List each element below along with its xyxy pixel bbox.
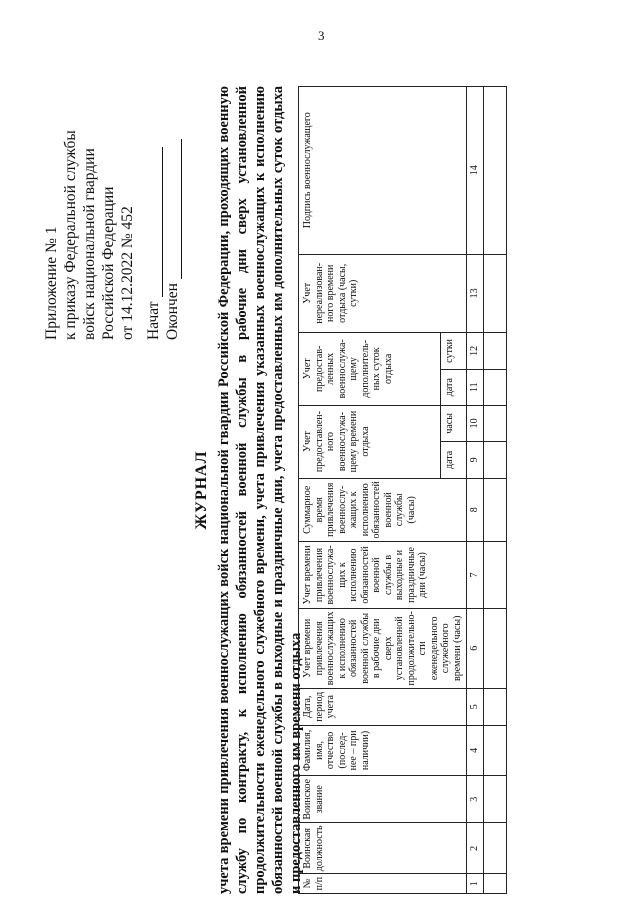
page-number: 3 (318, 28, 325, 43)
table-cell (484, 369, 507, 405)
rotated-document-sheet (22, 80, 622, 900)
end-line (167, 139, 182, 279)
table-cell (484, 333, 507, 370)
table-cell (484, 823, 507, 874)
col-number: 3 (467, 776, 484, 823)
col-number: 11 (467, 369, 484, 405)
subheader-days: сутки (440, 333, 466, 370)
appendix-line: к приказу Федеральной службы (62, 130, 79, 340)
col-header-date: Дата, период учета (299, 688, 467, 725)
col-header-total: Суммарное время привлечения военнослу-жащих к исполнению обязанностей военной службы (часы) (299, 478, 467, 542)
col-number: 5 (467, 688, 484, 725)
col-header-position: Воинская должность (299, 823, 467, 874)
col-header-workdays: Учет времени привлечения военнослужащих к исполнению обязанностей военной службы в рабочие дни сверх установленной продолжительно-сти еженедельного служебного времени (часы) (299, 608, 467, 688)
table-cell (484, 608, 507, 688)
col-header-num: № п/п (299, 874, 467, 894)
col-number: 1 (467, 874, 484, 894)
document-title: ЖУРНАЛ (193, 450, 210, 530)
subheader-date: дата (440, 369, 466, 405)
col-header-signature: Подпись военнослужащего (299, 87, 467, 255)
table-cell (484, 405, 507, 442)
appendix-line: войск национальной гвардии (81, 148, 98, 340)
table-cell (484, 688, 507, 725)
appendix-line: от 14.12.2022 № 452 (119, 206, 136, 340)
start-label: Начат (145, 301, 162, 340)
table-row (484, 87, 507, 894)
col-number: 12 (467, 333, 484, 370)
table-cell (484, 542, 507, 609)
col-header-holidays: Учет времени привлечения военнослужа-щих к исполнению обязанностей военной службы в выходные и праздничные дни (часы) (299, 542, 467, 609)
end-label: Окончен (164, 283, 181, 340)
appendix-line: Российской Федерации (100, 186, 117, 340)
col-header-unused-rest: Учет нереализован-ного времени отдыха (часы, сутки) (299, 254, 467, 333)
subheader-date: дата (440, 442, 466, 478)
document-subtitle: учета времени привлечения военнослужащих войск национальной гвардии Российской Федерации, проходящих военную службу по контракту, к исполнению обязанностей военной службы в рабочие дни сверх установленной продолжительности еженедельного служебного времени, учета привлечения указанных военнослужащих к исполнению обязанностей военной службы в выходные и праздничные дни, учета предоставленных им дополнительных суток отдыха и предоставленного им времени отдыха (216, 86, 304, 894)
col-number: 10 (467, 405, 484, 442)
col-number: 8 (467, 478, 484, 542)
col-number: 2 (467, 823, 484, 874)
col-number: 9 (467, 442, 484, 478)
col-header-rest-time: Учет предоставлен-ного военнослужа-щему времени отдыха (299, 405, 441, 478)
table-cell (484, 874, 507, 894)
table-cell (484, 254, 507, 333)
col-number: 4 (467, 725, 484, 775)
start-line (148, 147, 163, 297)
col-number: 13 (467, 254, 484, 333)
col-header-rest-days: Учет предостав-ленных военнослужа-щему дополнитель-ных суток отдыха (299, 333, 441, 405)
table-cell (484, 725, 507, 775)
journal-table (298, 86, 507, 894)
table-number-row (467, 87, 484, 894)
start-end-block (144, 139, 182, 340)
col-header-name: Фамилия, имя, отчество (послед-нее – при наличии) (299, 725, 467, 775)
table-cell (484, 776, 507, 823)
col-number: 7 (467, 542, 484, 609)
col-number: 14 (467, 87, 484, 255)
appendix-line: Приложение № 1 (43, 226, 60, 340)
table-cell (484, 442, 507, 478)
subheader-hours: часы (440, 405, 466, 442)
col-number: 6 (467, 608, 484, 688)
col-header-rank: Воинское звание (299, 776, 467, 823)
appendix-block (42, 80, 137, 340)
table-header-row (299, 87, 441, 894)
table-cell (484, 478, 507, 542)
table-cell (484, 87, 507, 255)
